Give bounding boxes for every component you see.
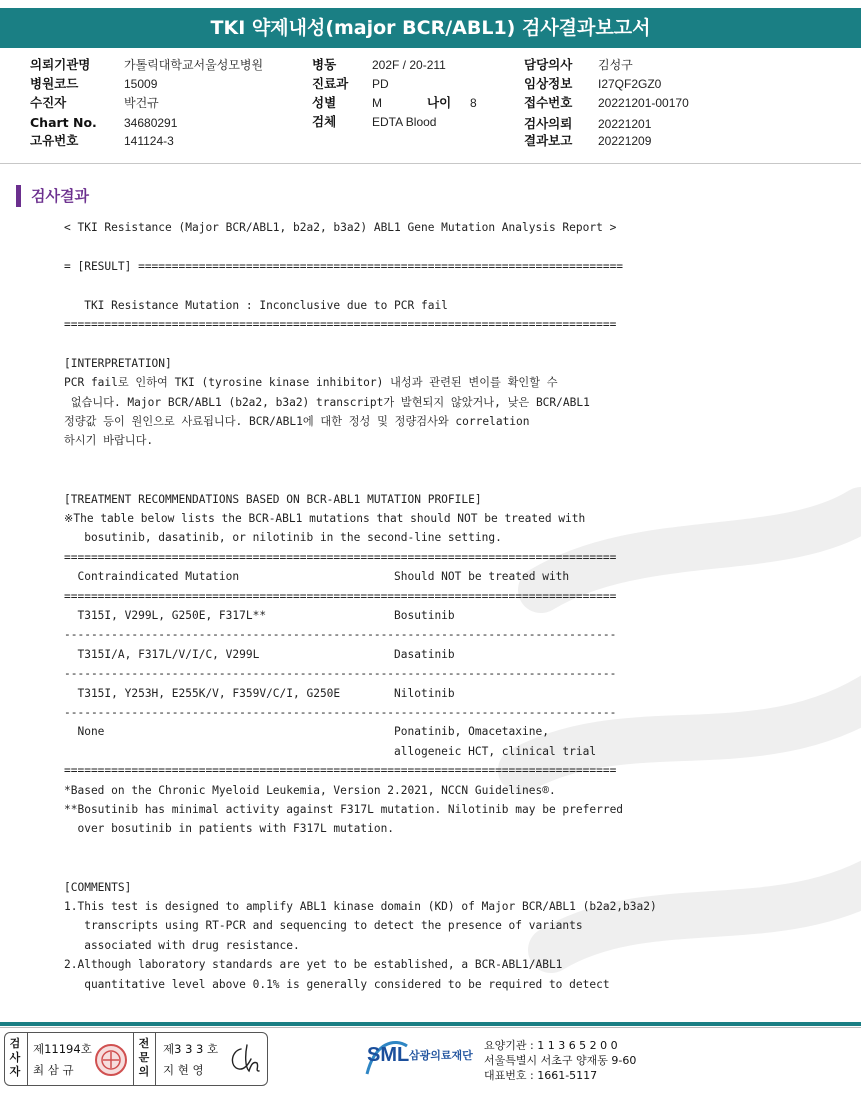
label-report-date: 결과보고 xyxy=(524,133,573,148)
report-line: quantitative level above 0.1% is generally considered to be required to detect xyxy=(64,977,610,991)
value-sex: M xyxy=(372,96,382,110)
handwritten-signature xyxy=(223,1041,263,1077)
label-chart-no: Chart No. xyxy=(30,115,97,130)
value-receipt-no: 20221201-00170 xyxy=(598,96,689,110)
specialist-name: 지 현 영 xyxy=(163,1063,204,1077)
report-line: None Ponatinib, Omacetaxine, xyxy=(64,725,549,739)
report-line: [COMMENTS] xyxy=(64,880,132,894)
report-line: ---------------------------------------------------------------------------------- xyxy=(64,706,617,719)
sig-divider-3 xyxy=(155,1033,156,1085)
report-line: Contraindicated Mutation Should NOT be treated with xyxy=(64,570,570,584)
value-institution: 가톨릭대학교서울성모병원 xyxy=(124,58,264,72)
report-line: [TREATMENT RECOMMENDATIONS BASED ON BCR-ABL1 MUTATION PROFILE] xyxy=(64,492,482,506)
signature-box xyxy=(4,1032,268,1086)
report-line: ================================================================================== xyxy=(64,550,617,564)
report-line: 2.Although laboratory standards are yet to be established, a BCR-ABL1/ABL1 xyxy=(64,958,563,972)
tester-name: 최 삼 규 xyxy=(33,1063,74,1077)
report-line: ================================================================================== xyxy=(64,318,617,331)
report-line: T315I, Y253H, E255K/V, F359V/C/I, G250E Nilotinib xyxy=(64,686,455,700)
sig-divider-2 xyxy=(133,1033,134,1085)
label-specimen: 검체 xyxy=(312,114,337,129)
value-ward: 202F / 20-211 xyxy=(372,58,446,72)
value-age: 8 xyxy=(470,96,477,110)
label-hospital-code: 병원코드 xyxy=(30,76,79,91)
report-line: = [RESULT] ======================================================================== xyxy=(64,259,624,273)
report-line: bosutinib, dasatinib, or nilotinib in the second-line setting. xyxy=(64,531,502,545)
report-line: [INTERPRETATION] xyxy=(64,356,172,370)
report-line: 정량값 등이 원인으로 사료됩니다. BCR/ABL1에 대한 정성 및 정량검사와 correlation xyxy=(64,415,530,428)
report-line: TKI Resistance Mutation : Inconclusive due to PCR fail xyxy=(64,298,448,312)
label-patient: 수진자 xyxy=(30,95,67,110)
report-line: associated with drug resistance. xyxy=(64,938,300,952)
report-line: *Based on the Chronic Myeloid Leukemia, Version 2.2021, NCCN Guidelines®. xyxy=(64,783,556,797)
report-line: T315I/A, F317L/V/I/C, V299L Dasatinib xyxy=(64,647,455,661)
lab-code: 요양기관 : 1 1 3 6 5 2 0 0 xyxy=(484,1039,618,1052)
report-line: ================================================================================== xyxy=(64,589,617,603)
report-line: ※The table below lists the BCR-ABL1 mutations that should NOT be treated with xyxy=(64,512,586,525)
report-line: 없습니다. Major BCR/ABL1 (b2a2, b3a2) transcript가 발현되지 않았거나, 낮은 BCR/ABL1 xyxy=(64,395,590,409)
logo-org-name: 삼광의료재단 xyxy=(409,1049,473,1062)
footer-divider-thin xyxy=(0,1027,861,1028)
value-specimen: EDTA Blood xyxy=(372,115,437,129)
tester-label: 검사자 xyxy=(9,1037,21,1078)
report-line: ================================================================================== xyxy=(64,764,617,778)
report-line: < TKI Resistance (Major BCR/ABL1, b2a2, b3a2) ABL1 Gene Mutation Analysis Report > xyxy=(64,221,617,234)
report-line: ---------------------------------------------------------------------------------- xyxy=(64,628,617,642)
sig-divider-1 xyxy=(27,1033,28,1085)
lab-address-line: 서울특별시 서초구 양재동 9-60 xyxy=(484,1054,637,1067)
value-unique-no: 141124-3 xyxy=(124,134,174,148)
report-line: 1.This test is designed to amplify ABL1 kinase domain (KD) of Major BCR/ABL1 (b2a2,b3a2) xyxy=(64,900,657,913)
tester-license: 제11194호 xyxy=(33,1042,92,1056)
value-department: PD xyxy=(372,77,389,91)
logo-text: SML xyxy=(367,1044,410,1066)
label-request-date: 검사의뢰 xyxy=(524,116,573,131)
specialist-license: 제3 3 3 호 xyxy=(163,1042,219,1056)
value-report-date: 20221209 xyxy=(598,134,652,148)
value-request-date: 20221201 xyxy=(598,117,652,131)
value-patient: 박건규 xyxy=(124,96,159,110)
report-line: PCR fail로 인하여 TKI (tyrosine kinase inhibitor) 내성과 관련된 변이를 확인할 수 xyxy=(64,376,558,390)
report-line: ---------------------------------------------------------------------------------- xyxy=(64,667,617,681)
label-unique-no: 고유번호 xyxy=(30,133,79,148)
value-clinical-info: I27QF2GZ0 xyxy=(598,77,662,91)
lab-phone: 대표번호 : 1661-5117 xyxy=(484,1069,598,1082)
report-line: T315I, V299L, G250E, F317L** Bosutinib xyxy=(64,609,455,622)
label-institution: 의뢰기관명 xyxy=(30,57,91,72)
value-chart-no: 34680291 xyxy=(124,116,178,130)
report-line: allogeneic HCT, clinical trial xyxy=(64,744,597,758)
report-line: transcripts using RT-PCR and sequencing to detect the presence of variants xyxy=(64,919,583,933)
value-hospital-code: 15009 xyxy=(124,77,158,91)
label-age: 나이 xyxy=(427,95,452,110)
lab-address xyxy=(484,1038,636,1083)
value-doctor: 김성구 xyxy=(598,58,633,72)
report-title: TKI 약제내성(major BCR/ABL1) 검사결과보고서 xyxy=(0,8,861,48)
label-clinical-info: 임상정보 xyxy=(524,76,573,91)
patient-info xyxy=(0,52,861,164)
report-line: **Bosutinib has minimal activity against F317L mutation. Nilotinib may be preferred xyxy=(64,803,624,816)
report-line: over bosutinib in patients with F317L mutation. xyxy=(64,822,395,836)
specialist-label: 전문의 xyxy=(138,1037,150,1078)
sml-logo xyxy=(365,1038,495,1078)
label-receipt-no: 접수번호 xyxy=(524,95,573,110)
label-department: 진료과 xyxy=(312,76,349,91)
label-doctor: 담당의사 xyxy=(524,57,573,72)
seal-stamp xyxy=(93,1042,129,1078)
label-sex: 성별 xyxy=(312,95,337,110)
footer-divider xyxy=(0,1022,861,1026)
label-ward: 병동 xyxy=(312,57,337,72)
report-line: 하시기 바랍니다. xyxy=(64,434,154,448)
section-title-results: 검사결과 xyxy=(16,185,89,207)
